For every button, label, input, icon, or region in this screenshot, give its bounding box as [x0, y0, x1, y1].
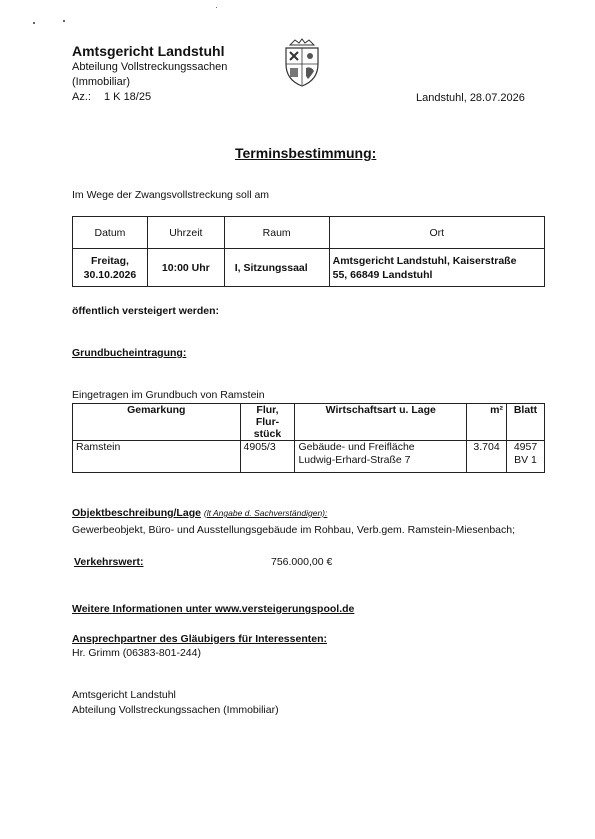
scan-speck: [63, 20, 65, 22]
object-heading-line: [72, 507, 327, 519]
department-line2: (Immobiliar): [72, 76, 131, 88]
table-row: [73, 249, 545, 287]
cell-time: 10:00 Uhr: [147, 249, 224, 287]
footer-line2: Abteilung Vollstreckungssachen (Immobiliar): [72, 704, 279, 716]
land-registry-intro: Eingetragen im Grundbuch von Ramstein: [72, 389, 265, 401]
blatt-line2: BV 1: [514, 454, 537, 466]
case-number: 1 K 18/25: [104, 91, 152, 103]
department-line1: Abteilung Vollstreckungssachen: [72, 61, 228, 73]
header-gemarkung: Gemarkung: [73, 404, 241, 441]
object-heading: Objektbeschreibung/Lage: [72, 507, 201, 519]
header-flur-line2: stück: [253, 428, 282, 440]
table-row: [73, 441, 545, 473]
place-line2: 55, 66849 Landstuhl: [332, 268, 433, 281]
auction-text: öffentlich versteigert werden:: [72, 305, 220, 317]
more-info: Weitere Informationen unter www.versteigerungspool.de: [72, 603, 355, 615]
blatt-line1: 4957: [513, 441, 538, 453]
contact-person: Hr. Grimm (06383-801-244): [72, 647, 201, 659]
header-flur: [240, 404, 295, 441]
header-blatt: Blatt: [507, 404, 545, 441]
header-time: Uhrzeit: [147, 217, 224, 249]
header-room: Raum: [224, 217, 329, 249]
land-registry-table: [72, 403, 545, 473]
appointment-table: [72, 216, 545, 287]
place-date: Landstuhl, 28.07.2026: [416, 92, 525, 104]
contact-heading: Ansprechpartner des Gläubigers für Interessenten:: [72, 633, 327, 645]
market-value-label: Verkehrswert:: [74, 556, 144, 568]
cell-wirtschaftsart: [295, 441, 467, 473]
date-weekday: Freitag,: [90, 254, 129, 267]
header-area: m²: [467, 404, 507, 441]
cell-place: [329, 249, 544, 287]
object-description: Gewerbeobjekt, Büro- und Ausstellungsgebäude im Rohbau, Verb.gem. Ramstein-Miesenbach;: [72, 524, 516, 536]
cell-gemarkung: Ramstein: [73, 441, 241, 473]
date-value: 30.10.2026: [83, 268, 137, 281]
cell-date: [73, 249, 148, 287]
intro-text: Im Wege der Zwangsvollstreckung soll am: [72, 189, 270, 201]
document-title: Terminsbestimmung:: [235, 145, 377, 161]
header-date: Datum: [73, 217, 148, 249]
cell-area: 3.704: [467, 441, 507, 473]
land-registry-heading: Grundbucheintragung:: [72, 347, 187, 359]
cell-blatt: [507, 441, 545, 473]
coat-of-arms-icon: [281, 38, 323, 88]
cell-room: I, Sitzungssaal: [224, 249, 329, 287]
place-line1: Amtsgericht Landstuhl, Kaiserstraße: [332, 254, 517, 267]
header-flur-line1: Flur, Flur-: [255, 404, 280, 428]
header-place: Ort: [329, 217, 544, 249]
wirtschaftsart-line2: Ludwig-Erhard-Straße 7: [298, 454, 411, 466]
object-note: (lt Angabe d. Sachverständigen):: [203, 508, 328, 518]
case-label: Az.:: [72, 91, 91, 103]
market-value: 756.000,00 €: [271, 556, 333, 568]
scan-speck: [216, 7, 217, 8]
scan-speck: [33, 22, 35, 24]
wirtschaftsart-line1: Gebäude- und Freifläche: [298, 441, 415, 453]
cell-flur: 4905/3: [240, 441, 295, 473]
court-name: Amtsgericht Landstuhl: [72, 43, 225, 59]
header-wirtschaftsart: Wirtschaftsart u. Lage: [295, 404, 467, 441]
footer-line1: Amtsgericht Landstuhl: [72, 689, 176, 701]
